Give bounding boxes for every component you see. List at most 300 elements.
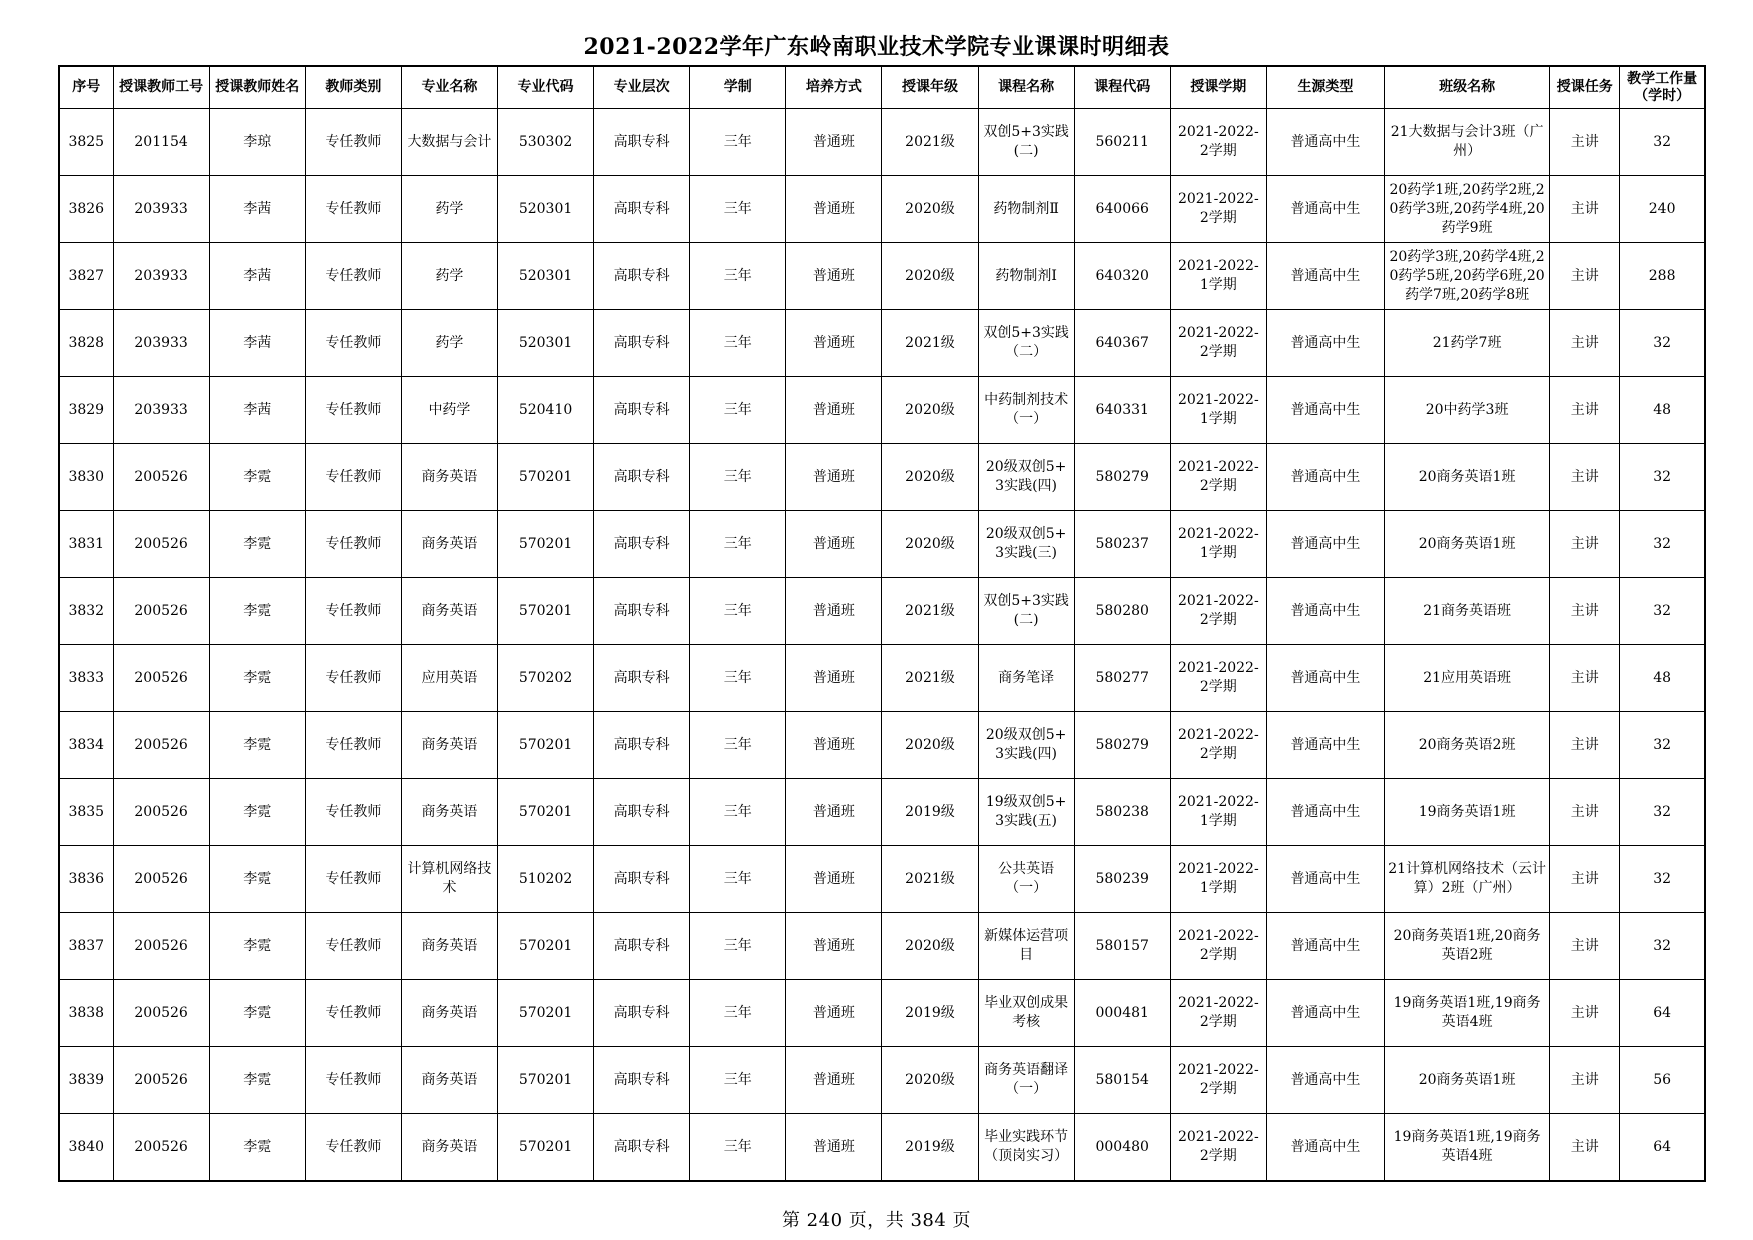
table-cell xyxy=(498,712,594,779)
cell-text: 2021-2022-2学期 xyxy=(1177,124,1259,159)
table-cell xyxy=(401,444,497,511)
table-cell xyxy=(401,980,497,1047)
cell-text: 商务笔译 xyxy=(998,669,1055,686)
table-cell xyxy=(113,444,209,511)
table-cell xyxy=(594,779,690,846)
cell-text: 2020级 xyxy=(905,267,955,284)
cell-text: 李霓 xyxy=(243,669,272,686)
table-body xyxy=(59,109,1705,1182)
table-cell xyxy=(978,243,1074,310)
cell-text: 570201 xyxy=(518,1071,573,1088)
table-cell xyxy=(882,310,978,377)
table-cell xyxy=(1550,109,1620,176)
cell-text: 000480 xyxy=(1095,1138,1149,1155)
table-cell xyxy=(882,243,978,310)
cell-text: 主讲 xyxy=(1570,1004,1599,1021)
cell-text: 李霓 xyxy=(243,468,272,485)
cell-text: 2019级 xyxy=(905,803,955,820)
cell-text: 580279 xyxy=(1095,736,1149,753)
table-cell xyxy=(1385,1114,1550,1182)
cell-text: 580279 xyxy=(1095,468,1149,485)
cell-text: 药学 xyxy=(435,267,464,284)
cell-text: 2021-2022-1学期 xyxy=(1177,258,1259,293)
cell-text: 普通班 xyxy=(812,334,855,351)
table-cell xyxy=(113,176,209,243)
cell-text: 2020级 xyxy=(905,937,955,954)
cell-text: 200526 xyxy=(134,602,188,619)
table-cell xyxy=(1266,779,1384,846)
cell-text: 高职专科 xyxy=(613,334,670,351)
cell-text: 普通班 xyxy=(812,1138,855,1155)
cell-text: 20商务英语1班 xyxy=(1418,1071,1516,1088)
table-cell xyxy=(978,377,1074,444)
table-cell xyxy=(1550,779,1620,846)
table-row xyxy=(59,511,1705,578)
cell-text: 三年 xyxy=(723,401,752,418)
table-cell xyxy=(59,712,113,779)
cell-text: 李霓 xyxy=(243,602,272,619)
table-cell xyxy=(59,444,113,511)
cell-text: 高职专科 xyxy=(613,1071,670,1088)
table-cell xyxy=(401,1114,497,1182)
cell-text: 普通班 xyxy=(812,401,855,418)
cell-text: 32 xyxy=(1653,334,1672,351)
table-row xyxy=(59,779,1705,846)
cell-text: 2021-2022-2学期 xyxy=(1177,593,1259,628)
table-cell xyxy=(305,444,401,511)
table-row xyxy=(59,846,1705,913)
cell-text: 580157 xyxy=(1095,937,1149,954)
cell-text: 高职专科 xyxy=(613,1138,670,1155)
table-cell xyxy=(305,980,401,1047)
cell-text: 双创5+3实践(二) xyxy=(983,593,1069,628)
table-cell xyxy=(690,109,786,176)
cell-text: 48 xyxy=(1653,401,1672,418)
table-cell xyxy=(305,176,401,243)
cell-text: 570201 xyxy=(518,1138,573,1155)
cell-text: 200526 xyxy=(134,803,188,820)
table-cell xyxy=(978,1114,1074,1182)
table-cell xyxy=(1266,712,1384,779)
table-cell xyxy=(59,109,113,176)
cell-text: 商务英语 xyxy=(421,602,478,619)
cell-text: 普通高中生 xyxy=(1290,535,1361,552)
cell-text: 商务英语 xyxy=(421,1071,478,1088)
cell-text: 2021-2022-2学期 xyxy=(1177,660,1259,695)
cell-text: 203933 xyxy=(134,200,188,217)
table-cell xyxy=(1385,980,1550,1047)
cell-text: 32 xyxy=(1653,870,1672,887)
cell-text: 2021级 xyxy=(905,602,955,619)
table-cell xyxy=(1385,444,1550,511)
table-cell xyxy=(690,913,786,980)
cell-text: 高职专科 xyxy=(613,803,670,820)
table-cell xyxy=(498,310,594,377)
table-cell xyxy=(113,1114,209,1182)
cell-text: 200526 xyxy=(134,535,188,552)
cell-text: 主讲 xyxy=(1570,133,1599,150)
table-cell xyxy=(786,377,882,444)
table-cell xyxy=(1170,444,1266,511)
table-cell xyxy=(594,444,690,511)
cell-text: 2020级 xyxy=(905,1071,955,1088)
table-cell xyxy=(690,1047,786,1114)
table-cell xyxy=(209,980,305,1047)
cell-text: 580238 xyxy=(1095,803,1149,820)
cell-text: 570201 xyxy=(518,468,573,485)
table-cell xyxy=(305,511,401,578)
cell-text: 主讲 xyxy=(1570,602,1599,619)
table-cell xyxy=(59,578,113,645)
cell-text: 56 xyxy=(1653,1071,1672,1088)
table-row xyxy=(59,712,1705,779)
table-row xyxy=(59,377,1705,444)
cell-text: 高职专科 xyxy=(613,669,670,686)
header-cell: 教师类别 xyxy=(305,66,401,109)
table-cell xyxy=(978,846,1074,913)
table-row xyxy=(59,980,1705,1047)
table-cell xyxy=(1620,377,1705,444)
table-cell xyxy=(1620,109,1705,176)
table-cell xyxy=(498,913,594,980)
cell-text: 普通班 xyxy=(812,937,855,954)
table-cell xyxy=(1266,109,1384,176)
cell-text: 李霓 xyxy=(243,870,272,887)
header-cell: 授课任务 xyxy=(1550,66,1620,109)
cell-text: 200526 xyxy=(134,468,188,485)
cell-text: 580154 xyxy=(1095,1071,1149,1088)
cell-text: 高职专科 xyxy=(613,133,670,150)
table-cell xyxy=(305,645,401,712)
table-cell xyxy=(1550,243,1620,310)
table-cell xyxy=(1074,712,1170,779)
table-cell xyxy=(498,109,594,176)
table-cell xyxy=(1074,779,1170,846)
table-cell xyxy=(1620,913,1705,980)
cell-text: 520301 xyxy=(518,267,573,284)
table-cell xyxy=(786,779,882,846)
table-cell xyxy=(209,712,305,779)
cell-text: 3826 xyxy=(68,200,105,217)
table-cell xyxy=(1266,645,1384,712)
table-cell xyxy=(59,176,113,243)
cell-text: 主讲 xyxy=(1570,200,1599,217)
table-cell xyxy=(1170,980,1266,1047)
cell-text: 2020级 xyxy=(905,535,955,552)
cell-text: 3833 xyxy=(68,669,105,686)
cell-text: 商务英语 xyxy=(421,937,478,954)
cell-text: 3834 xyxy=(68,736,105,753)
table-cell xyxy=(1266,444,1384,511)
table-cell xyxy=(1620,176,1705,243)
cell-text: 普通高中生 xyxy=(1290,401,1361,418)
table-cell xyxy=(209,1047,305,1114)
table-cell xyxy=(59,1114,113,1182)
cell-text: 专任教师 xyxy=(325,602,382,619)
cell-text: 3839 xyxy=(68,1071,105,1088)
cell-text: 570201 xyxy=(518,803,573,820)
table-cell xyxy=(401,578,497,645)
table-cell xyxy=(1620,243,1705,310)
cell-text: 三年 xyxy=(723,803,752,820)
table-cell xyxy=(209,109,305,176)
table-cell xyxy=(786,243,882,310)
cell-text: 高职专科 xyxy=(613,200,670,217)
table-row xyxy=(59,1114,1705,1182)
table-cell xyxy=(978,779,1074,846)
table-cell xyxy=(1385,1047,1550,1114)
table-cell xyxy=(594,913,690,980)
cell-text: 专任教师 xyxy=(325,267,382,284)
table-cell xyxy=(401,243,497,310)
cell-text: 64 xyxy=(1653,1138,1672,1155)
table-cell xyxy=(594,1114,690,1182)
cell-text: 普通班 xyxy=(812,870,855,887)
table-cell xyxy=(305,310,401,377)
cell-text: 三年 xyxy=(723,1071,752,1088)
table-cell xyxy=(498,1114,594,1182)
cell-text: 2021-2022-2学期 xyxy=(1177,995,1259,1030)
table-cell xyxy=(1074,444,1170,511)
cell-text: 三年 xyxy=(723,535,752,552)
table-cell xyxy=(978,511,1074,578)
cell-text: 主讲 xyxy=(1570,267,1599,284)
cell-text: 专任教师 xyxy=(325,1071,382,1088)
cell-text: 三年 xyxy=(723,669,752,686)
table-cell xyxy=(209,779,305,846)
cell-text: 570201 xyxy=(518,1004,573,1021)
table-cell xyxy=(113,1047,209,1114)
cell-text: 主讲 xyxy=(1570,1071,1599,1088)
cell-text: 2021级 xyxy=(905,334,955,351)
cell-text: 3828 xyxy=(68,334,105,351)
cell-text: 普通班 xyxy=(812,133,855,150)
table-cell xyxy=(1385,109,1550,176)
header-cell: 学制 xyxy=(690,66,786,109)
table-cell xyxy=(1385,310,1550,377)
cell-text: 2020级 xyxy=(905,200,955,217)
cell-text: 2021-2022-2学期 xyxy=(1177,191,1259,226)
table-cell xyxy=(59,779,113,846)
cell-text: 商务英语 xyxy=(421,1004,478,1021)
cell-text: 毕业实践环节（顶岗实习） xyxy=(984,1129,1069,1164)
table-cell xyxy=(209,511,305,578)
table-cell xyxy=(209,1114,305,1182)
table-cell xyxy=(1550,712,1620,779)
cell-text: 3825 xyxy=(68,133,105,150)
cell-text: 主讲 xyxy=(1570,736,1599,753)
cell-text: 32 xyxy=(1653,468,1672,485)
cell-text: 20商务英语1班 xyxy=(1418,468,1516,485)
table-cell xyxy=(401,846,497,913)
cell-text: 32 xyxy=(1653,803,1672,820)
table-cell xyxy=(882,980,978,1047)
table-cell xyxy=(305,712,401,779)
table-cell xyxy=(1550,913,1620,980)
cell-text: 双创5+3实践（二） xyxy=(983,325,1069,360)
cell-text: 普通班 xyxy=(812,535,855,552)
cell-text: 高职专科 xyxy=(613,937,670,954)
table-cell xyxy=(690,243,786,310)
cell-text: 中药制剂技术（一） xyxy=(984,392,1069,427)
cell-text: 2021级 xyxy=(905,870,955,887)
table-cell xyxy=(59,310,113,377)
cell-text: 三年 xyxy=(723,870,752,887)
table-cell xyxy=(1170,578,1266,645)
table-cell xyxy=(305,1047,401,1114)
table-cell xyxy=(1550,1047,1620,1114)
cell-text: 2020级 xyxy=(905,736,955,753)
cell-text: 19级双创5+3实践(五) xyxy=(985,794,1067,829)
table-cell xyxy=(1550,1114,1620,1182)
table-cell xyxy=(1385,243,1550,310)
table-cell xyxy=(1266,310,1384,377)
cell-text: 32 xyxy=(1653,602,1672,619)
table-cell xyxy=(498,980,594,1047)
cell-text: 19商务英语1班 xyxy=(1418,803,1516,820)
cell-text: 普通高中生 xyxy=(1290,1071,1361,1088)
cell-text: 普通班 xyxy=(812,736,855,753)
table-cell xyxy=(209,176,305,243)
table-cell xyxy=(305,846,401,913)
cell-text: 普通高中生 xyxy=(1290,468,1361,485)
cell-text: 2021-2022-1学期 xyxy=(1177,861,1259,896)
cell-text: 2021-2022-1学期 xyxy=(1177,392,1259,427)
table-cell xyxy=(594,243,690,310)
cell-text: 专任教师 xyxy=(325,1138,382,1155)
cell-text: 专任教师 xyxy=(325,401,382,418)
cell-text: 普通高中生 xyxy=(1290,669,1361,686)
cell-text: 高职专科 xyxy=(613,736,670,753)
cell-text: 应用英语 xyxy=(421,669,478,686)
table-row xyxy=(59,645,1705,712)
cell-text: 药物制剂Ⅰ xyxy=(995,267,1057,284)
cell-text: 三年 xyxy=(723,468,752,485)
table-row xyxy=(59,913,1705,980)
cell-text: 商务英语 xyxy=(421,468,478,485)
table-cell xyxy=(978,310,1074,377)
table-cell xyxy=(978,913,1074,980)
cell-text: 2021-2022-2学期 xyxy=(1177,1129,1259,1164)
table-cell xyxy=(1266,1047,1384,1114)
table-cell xyxy=(690,578,786,645)
table-cell xyxy=(401,913,497,980)
cell-text: 240 xyxy=(1648,200,1676,217)
cell-text: 2021-2022-2学期 xyxy=(1177,459,1259,494)
cell-text: 普通班 xyxy=(812,803,855,820)
cell-text: 三年 xyxy=(723,736,752,753)
table-cell xyxy=(401,779,497,846)
cell-text: 200526 xyxy=(134,669,188,686)
cell-text: 主讲 xyxy=(1570,669,1599,686)
cell-text: 药学 xyxy=(435,334,464,351)
cell-text: 2021-2022-2学期 xyxy=(1177,1062,1259,1097)
table-cell xyxy=(1170,511,1266,578)
table-cell xyxy=(1385,645,1550,712)
cell-text: 普通班 xyxy=(812,602,855,619)
cell-text: 2021级 xyxy=(905,133,955,150)
table-cell xyxy=(690,511,786,578)
table-cell xyxy=(209,913,305,980)
cell-text: 主讲 xyxy=(1570,334,1599,351)
table-cell xyxy=(59,243,113,310)
cell-text: 20商务英语1班 xyxy=(1418,535,1516,552)
table-cell xyxy=(1170,913,1266,980)
cell-text: 普通高中生 xyxy=(1290,937,1361,954)
header-cell: 专业层次 xyxy=(594,66,690,109)
cell-text: 三年 xyxy=(723,334,752,351)
table-cell xyxy=(498,1047,594,1114)
cell-text: 普通班 xyxy=(812,267,855,284)
table-cell xyxy=(1385,712,1550,779)
cell-text: 商务英语 xyxy=(421,803,478,820)
cell-text: 21应用英语班 xyxy=(1423,669,1512,686)
cell-text: 3840 xyxy=(68,1138,105,1155)
cell-text: 高职专科 xyxy=(613,468,670,485)
table-cell xyxy=(690,1114,786,1182)
cell-text: 商务英语 xyxy=(421,535,478,552)
cell-text: 3837 xyxy=(68,937,105,954)
table-cell xyxy=(786,578,882,645)
table-cell xyxy=(113,377,209,444)
table-cell xyxy=(1620,578,1705,645)
table-row xyxy=(59,109,1705,176)
table-cell xyxy=(498,511,594,578)
table-cell xyxy=(498,779,594,846)
cell-text: 2021-2022-2学期 xyxy=(1177,727,1259,762)
table-cell xyxy=(1266,511,1384,578)
cell-text: 专任教师 xyxy=(325,669,382,686)
table-cell xyxy=(690,176,786,243)
cell-text: 商务英语 xyxy=(421,1138,478,1155)
table-cell xyxy=(401,310,497,377)
cell-text: 计算机网络技术 xyxy=(407,861,492,896)
table-cell xyxy=(1620,1047,1705,1114)
table-cell xyxy=(690,444,786,511)
cell-text: 普通班 xyxy=(812,468,855,485)
table-cell xyxy=(1170,176,1266,243)
cell-text: 李霓 xyxy=(243,1071,272,1088)
table-cell xyxy=(1074,1114,1170,1182)
cell-text: 20级双创5+3实践(四) xyxy=(985,727,1067,762)
cell-text: 专任教师 xyxy=(325,334,382,351)
cell-text: 3831 xyxy=(68,535,105,552)
table-cell xyxy=(1266,913,1384,980)
cell-text: 专任教师 xyxy=(325,937,382,954)
cell-text: 201154 xyxy=(134,133,188,150)
cell-text: 中药学 xyxy=(428,401,471,418)
table-cell xyxy=(594,578,690,645)
table-cell xyxy=(594,109,690,176)
table-cell xyxy=(1550,645,1620,712)
table-cell xyxy=(305,243,401,310)
table-cell xyxy=(786,310,882,377)
table-cell xyxy=(1074,243,1170,310)
table-cell xyxy=(1620,1114,1705,1182)
header-cell: 专业名称 xyxy=(401,66,497,109)
table-cell xyxy=(59,846,113,913)
cell-text: 200526 xyxy=(134,1004,188,1021)
table-cell xyxy=(498,243,594,310)
cell-text: 商务英语 xyxy=(421,736,478,753)
cell-text: 三年 xyxy=(723,937,752,954)
header-cell: 课程代码 xyxy=(1074,66,1170,109)
cell-text: 20级双创5+3实践(三) xyxy=(985,526,1067,561)
table-cell xyxy=(401,377,497,444)
table-cell xyxy=(1170,377,1266,444)
table-cell xyxy=(1620,511,1705,578)
cell-text: 李霓 xyxy=(243,803,272,820)
